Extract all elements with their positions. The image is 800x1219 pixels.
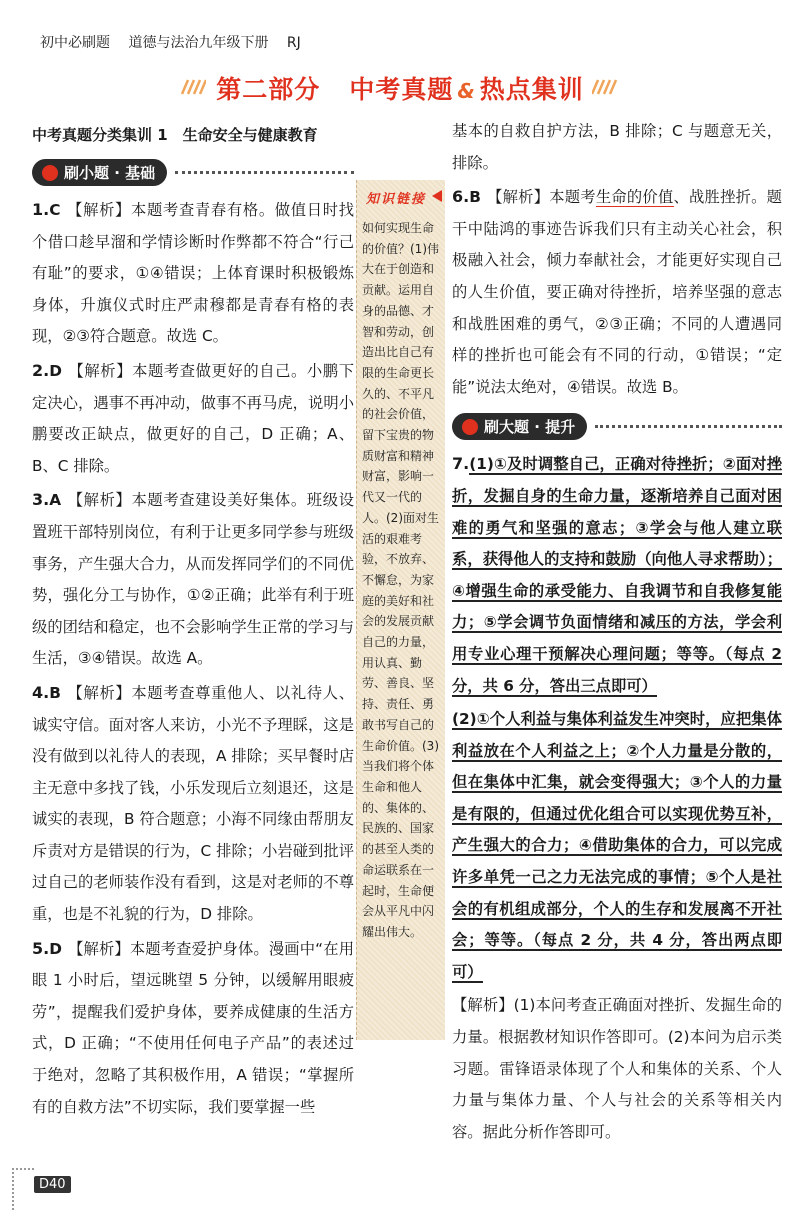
banner-advanced-tag	[452, 413, 587, 440]
item-answer: D	[49, 361, 62, 380]
section-title: 中考真题分类集训 1 生命安全与健康教育	[32, 126, 318, 144]
item-answer: B	[49, 683, 61, 702]
answer-item-7-part2	[452, 704, 782, 988]
right-column	[452, 116, 782, 1150]
item-number: 5.	[32, 938, 50, 958]
title-part1: 第二部分	[216, 75, 321, 104]
sidebar-text: 如何实现生命的价值？(1)伟大在于创造和贡献。运用自身的品德、才智和劳动，创造出比自己有限的生命更长久的、不平凡的社会价值，留下宝贵的物质财富和精神财富，影响一代又一代的人。(2)面对生活的艰难考验，不放弃、不懈怠，为家庭的美好和社会的发展贡献自己的力量，用认真、勤劳、善良、坚持、责任、勇敢书写自己的生命价值。(3)当我们将个体生命和他人的、集体的、民族的、国家的甚至人类的命运联系在一起时，生命便会从平凡中闪耀出伟大。	[362, 221, 439, 939]
title-decoration-right-icon	[592, 78, 618, 96]
banner-divider	[175, 171, 354, 174]
item-number: 6.	[452, 187, 470, 207]
answer-item-6	[452, 181, 782, 403]
edition-label: RJ	[286, 35, 301, 51]
item-text: (2)①个人利益与集体利益发生冲突时，应把集体利益放在个人利益之上；②个人力量是分散的，但在集体中汇集，就会变得强大；③个人的力量是有限的，但通过优化组合可以实现优势互补，产生强大的合力；④借助集体的合力，可以完成许多单凭一己之力无法完成的事情；⑤个人是社会的有机组成部分，个人的生存和发展离不开社会；等等。（每点 2 分，共 4 分，答出两点即可）	[452, 710, 782, 981]
item-number: 7.	[452, 454, 470, 474]
item-number: 1.	[32, 200, 50, 219]
item-text: 【解析】本题考查做更好的自己。小鹏下定决心，遇事不再冲动，做事不再马虎，说明小鹏要改正缺点，做更好的自己，D 正确；A、B、C 排除。	[32, 361, 354, 475]
banner-divider	[595, 425, 782, 428]
part-title	[180, 70, 620, 106]
sidebar-label: 知识链接	[366, 192, 427, 207]
subject-name: 道德与法治九年级下册	[128, 35, 269, 51]
banner-advanced	[452, 413, 782, 440]
highlighted-term: 生命的价值	[595, 188, 674, 207]
item-answer: B	[469, 188, 481, 207]
banner-advanced-label: 刷大题 · 提升	[484, 418, 576, 437]
title-amp: &	[457, 79, 476, 103]
item-text: 【解析】本题考查爱护身体。漫画中“在用眼 1 小时后，望远眺望 5 分钟，以缓解用眼疲劳”，提醒我们爱护身体，要养成健康的生活方式，D 正确；“不使用任何电子产品”的表述过于绝对，忽略了其积极作用，A 错误；“掌握所有的自救方法”不切实际，我们要掌握一些	[32, 939, 354, 1116]
footer-decoration	[12, 1168, 34, 1210]
title-part3: 热点集训	[479, 75, 584, 104]
title-part2: 中考真题	[349, 75, 454, 104]
item-number: 3.	[32, 490, 50, 510]
page-header	[40, 32, 315, 52]
banner-basic-tag	[32, 159, 167, 186]
page-number: D40	[34, 1176, 71, 1193]
answer-item-7-part1	[452, 448, 782, 702]
item-text: 、战胜挫折。题干中陆鸿的事迹告诉我们只有主动关心社会，积极融入社会，倾力奉献社会，才能更好实现自己的人生价值，要正确对待挫折，培养坚强的意志和战胜困难的勇气，②③正确；不同的人遭遇同样的挫折也可能会有不同的行动，①错误；“定能”说法太绝对，④错误。故选 B。	[452, 188, 782, 396]
item-number: 4.	[32, 682, 50, 702]
arrow-left-icon	[432, 190, 442, 202]
item-answer: D	[49, 939, 62, 958]
brush-icon	[462, 419, 478, 435]
left-column	[32, 116, 354, 1125]
continued-text: 基本的自救自护方法，B 排除；C 与题意无关，排除。	[452, 122, 782, 172]
item-text: 【解析】本题考查尊重他人、以礼待人、诚实守信。面对客人来访，小光不予理睬，这是没有做到以礼待人的表现，A 排除；买早餐时店主无意中多找了钱，小乐发现后立刻退还，这是诚实的表现，B 符合题意；小海不同缘由帮朋友斥责对方是错误的行为，C 排除；小岩碰到批评过自己的老师装作没有看到，这是对老师的不尊重，也是不礼貌的行为，D 排除。	[32, 683, 354, 924]
answer-item-2	[32, 355, 354, 482]
item-answer: A	[49, 491, 62, 510]
item-text: 【解析】本题考查建设美好集体。班级设置班干部特别岗位，有利于让更多同学参与班级事务，产生强大合力，从而发挥同学们的不同优势，强化分工与协作，①②正确；此举有利于班级的团结和稳定，也不会影响学生正常的学习与生活，③④错误。故选 A。	[32, 491, 354, 668]
brush-icon	[42, 165, 58, 181]
item-text: 【解析】本题考查青春有格。做值日时找个借口趁早溜和学情诊断时作弊都不符合“行己有耻”的要求，①④错误；上体育课时积极锻炼身体，升旗仪式时庄严肃穆都是青春有格的表现，②③符合题意。故选 C。	[32, 201, 354, 346]
answer-item-1	[32, 194, 354, 353]
answer-item-3	[32, 484, 354, 675]
item-text: (1)①及时调整自己，正确对待挫折；②面对挫折，发掘自身的生命力量，逐渐培养自己面对困难的勇气和坚强的意志；③学会与他人建立联系，获得他人的支持和鼓励（向他人寻求帮助）；④增强生命的承受能力、自我调节和自我修复能力；⑤学会调节负面情绪和减压的方法，学会利用专业心理干预解决心理问题；等等。（每点 2 分，共 6 分，答出三点即可）	[452, 455, 782, 695]
answer-item-4	[32, 677, 354, 931]
answer-item-7-analysis: 【解析】(1)本问考查正确面对挫折、发掘生命的力量。根据教材知识作答即可。(2)本问为启示类习题。雷锋语录体现了个人和集体的关系、个人力量与集体力量、个人与社会的关系等相关内容。据此分析作答即可。	[452, 996, 782, 1141]
item-number: 2.	[32, 360, 50, 380]
item-answer: C	[49, 201, 61, 219]
banner-basic	[32, 159, 354, 186]
book-name: 初中必刷题	[40, 35, 110, 51]
answer-item-5	[32, 933, 354, 1124]
banner-basic-label: 刷小题 · 基础	[64, 164, 156, 182]
item-text-pre: 【解析】本题考	[486, 188, 596, 207]
